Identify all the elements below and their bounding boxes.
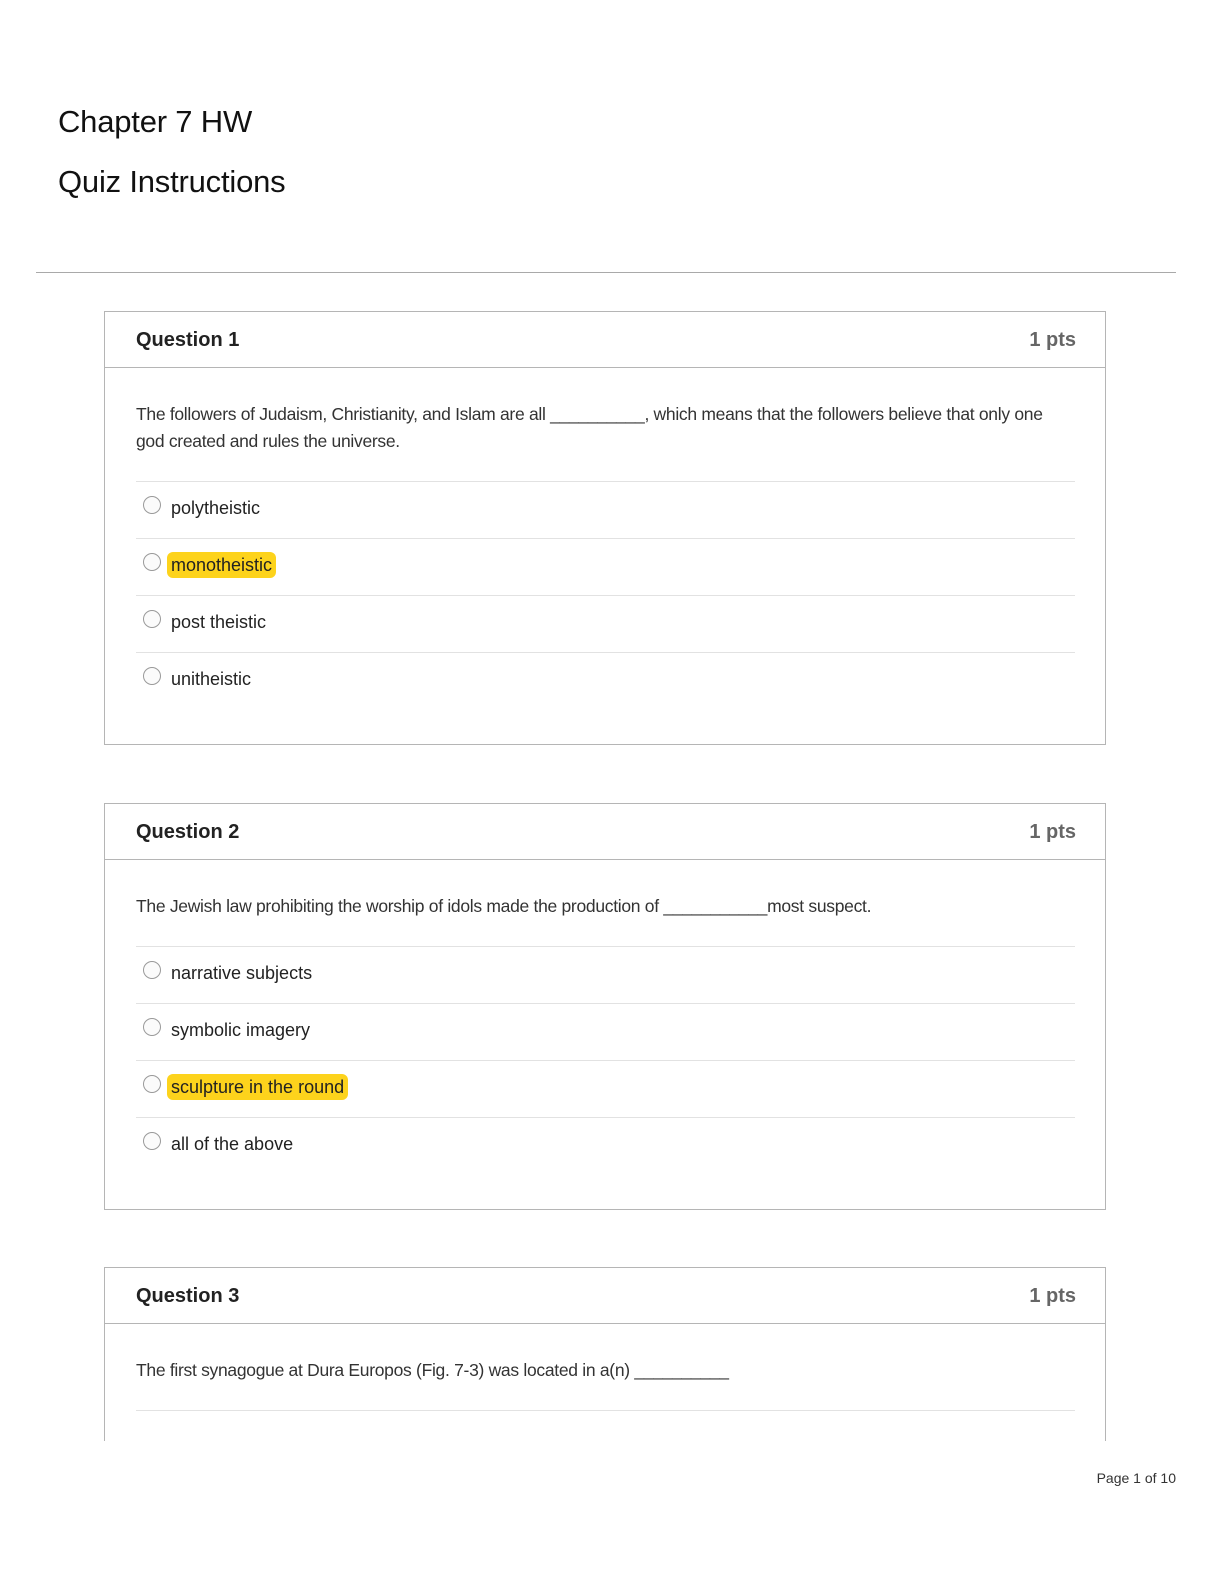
answer-option[interactable] bbox=[136, 596, 1075, 653]
question-points: 1 pts bbox=[1029, 821, 1076, 843]
question-points: 1 pts bbox=[1029, 1285, 1076, 1307]
question-title: Question 2 bbox=[136, 821, 240, 843]
answer-option[interactable] bbox=[136, 653, 1075, 710]
answer-option[interactable] bbox=[136, 539, 1075, 596]
question-header bbox=[105, 312, 1105, 368]
question-text: The Jewish law prohibiting the worship of idols made the production of ___________most suspect. bbox=[136, 893, 1075, 947]
answer-label[interactable]: symbolic imagery bbox=[171, 1020, 311, 1040]
radio-button[interactable] bbox=[143, 496, 161, 514]
answer-label[interactable]: all of the above bbox=[171, 1134, 294, 1154]
answer-option[interactable] bbox=[136, 1118, 1075, 1175]
radio-button[interactable] bbox=[143, 1018, 161, 1036]
radio-button[interactable] bbox=[143, 1132, 161, 1150]
question-card-1 bbox=[104, 311, 1106, 745]
answer-label[interactable]: polytheistic bbox=[171, 498, 261, 518]
answer-label-highlighted[interactable]: sculpture in the round bbox=[167, 1074, 348, 1100]
question-title: Question 1 bbox=[136, 329, 240, 351]
radio-button[interactable] bbox=[143, 961, 161, 979]
question-text: The first synagogue at Dura Europos (Fig. 7-3) was located in a(n) __________ bbox=[136, 1357, 1075, 1411]
question-body bbox=[105, 368, 1105, 710]
question-card-3 bbox=[104, 1267, 1106, 1441]
question-body bbox=[105, 1324, 1105, 1411]
answer-label[interactable]: unitheistic bbox=[171, 669, 252, 689]
question-title: Question 3 bbox=[136, 1285, 240, 1307]
answer-label[interactable]: post theistic bbox=[171, 612, 267, 632]
page-number: Page 1 of 10 bbox=[1096, 1470, 1176, 1486]
answer-label-highlighted[interactable]: monotheistic bbox=[167, 552, 276, 578]
answer-option[interactable] bbox=[136, 947, 1075, 1004]
question-card-2 bbox=[104, 803, 1106, 1210]
answer-option[interactable] bbox=[136, 1004, 1075, 1061]
answer-label[interactable]: narrative subjects bbox=[171, 963, 313, 983]
question-header bbox=[105, 1268, 1105, 1324]
radio-button[interactable] bbox=[143, 667, 161, 685]
question-text: The followers of Judaism, Christianity, and Islam are all __________, which means that the followers believe that only one god created and rules the universe. bbox=[136, 401, 1075, 482]
quiz-instructions-heading: Quiz Instructions bbox=[58, 164, 286, 199]
answer-option[interactable] bbox=[136, 1061, 1075, 1118]
page-title: Chapter 7 HW bbox=[58, 104, 252, 139]
radio-button[interactable] bbox=[143, 1075, 161, 1093]
question-body bbox=[105, 860, 1105, 1175]
question-points: 1 pts bbox=[1029, 329, 1076, 351]
radio-button[interactable] bbox=[143, 553, 161, 571]
answer-option[interactable] bbox=[136, 482, 1075, 539]
radio-button[interactable] bbox=[143, 610, 161, 628]
question-header bbox=[105, 804, 1105, 860]
